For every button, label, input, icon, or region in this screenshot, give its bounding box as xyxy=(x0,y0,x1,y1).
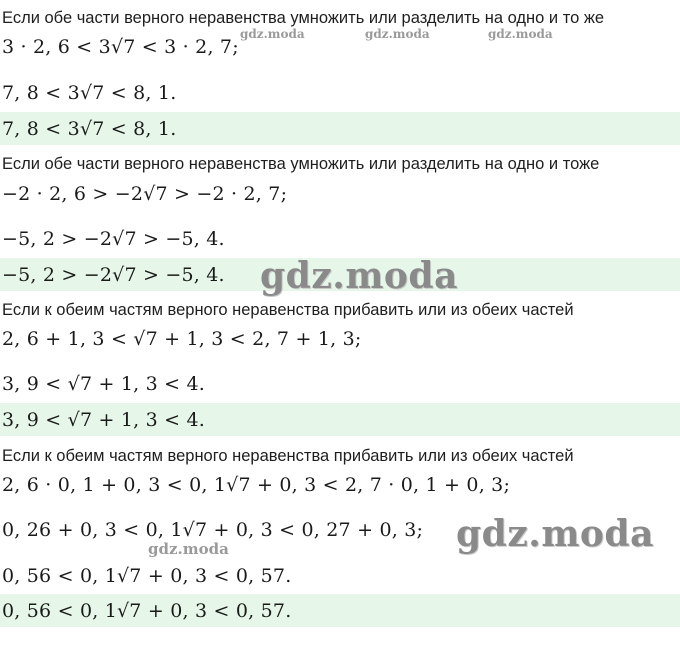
watermark-large-2: gdz.moda xyxy=(456,513,654,555)
math-line-2-1: −2 · 2, 6 > −2√7 > −2 · 2, 7; xyxy=(2,183,288,205)
math-line-4-2: 0, 26 + 0, 3 < 0, 1√7 + 0, 3 < 0, 27 + 0, 3; xyxy=(2,519,424,541)
math-line-3-2: 3, 9 < √7 + 1, 3 < 4. xyxy=(2,373,206,395)
answer-line-3: 3, 9 < √7 + 1, 3 < 4. xyxy=(2,409,206,431)
watermark-large-1: gdz.moda xyxy=(260,255,458,297)
rule-text-1: Если обе части верного неравенства умножить или разделить на одно и то же xyxy=(2,9,605,27)
watermark-small-4: gdz.moda xyxy=(148,540,229,558)
rule-text-3: Если к обеим частям верного неравенства прибавить или из обеих частей xyxy=(2,301,574,319)
answer-line-2: −5, 2 > −2√7 > −5, 4. xyxy=(2,264,225,286)
answer-line-1: 7, 8 < 3√7 < 8, 1. xyxy=(2,118,177,140)
math-line-4-1: 2, 6 · 0, 1 + 0, 3 < 0, 1√7 + 0, 3 < 2, 7 · 0, 1 + 0, 3; xyxy=(2,474,511,496)
rule-text-2: Если обе части верного неравенства умножить или разделить на одно и тоже xyxy=(2,155,600,173)
watermark-small-1: gdz.moda xyxy=(240,27,305,41)
math-line-4-3: 0, 56 < 0, 1√7 + 0, 3 < 0, 57. xyxy=(2,565,292,587)
math-line-1-1: 3 · 2, 6 < 3√7 < 3 · 2, 7; xyxy=(2,36,239,58)
math-line-1-2: 7, 8 < 3√7 < 8, 1. xyxy=(2,82,177,104)
math-line-3-1: 2, 6 + 1, 3 < √7 + 1, 3 < 2, 7 + 1, 3; xyxy=(2,328,362,350)
answer-line-4: 0, 56 < 0, 1√7 + 0, 3 < 0, 57. xyxy=(2,600,292,622)
rule-text-4: Если к обеим частям верного неравенства прибавить или из обеих частей xyxy=(2,447,574,465)
math-line-2-2: −5, 2 > −2√7 > −5, 4. xyxy=(2,228,225,250)
watermark-small-3: gdz.moda xyxy=(488,27,553,41)
watermark-small-2: gdz.moda xyxy=(365,27,430,41)
